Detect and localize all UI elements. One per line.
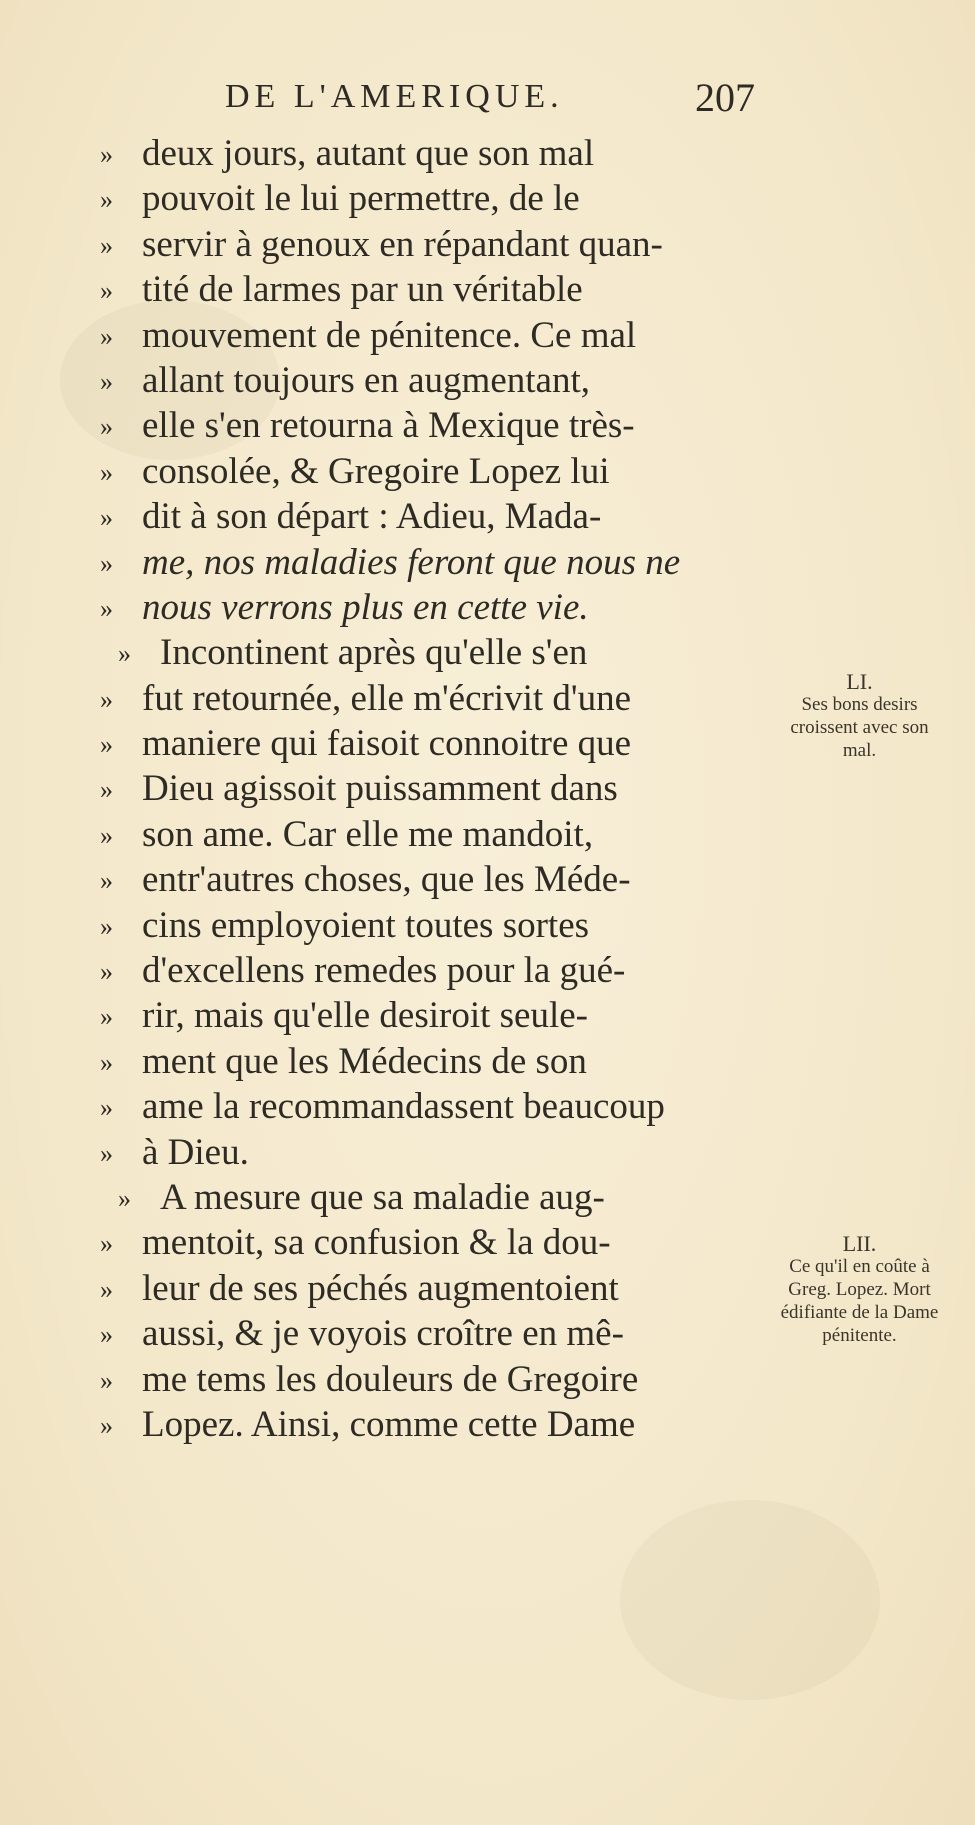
margin-note-number: LII. — [842, 1231, 877, 1256]
text-line — [100, 131, 760, 176]
text-line — [100, 1130, 760, 1175]
text-line — [100, 494, 760, 539]
quote-mark: » — [100, 1047, 113, 1077]
margin-note-number: LI. — [846, 669, 873, 694]
quote-mark: » — [100, 1229, 113, 1259]
text-line — [100, 176, 760, 221]
quote-mark: » — [100, 957, 113, 987]
line-text: allant toujours en augmentant, — [142, 359, 590, 401]
line-text: mouvement de pénitence. Ce mal — [142, 314, 637, 356]
quote-mark: » — [100, 1093, 113, 1123]
line-text: à Dieu. — [142, 1131, 249, 1173]
text-line — [100, 1311, 760, 1356]
quote-mark: » — [100, 321, 113, 351]
quote-mark: » — [118, 639, 131, 669]
text-line — [100, 1357, 760, 1402]
quote-mark: » — [100, 1365, 113, 1395]
line-text: tité de larmes par un véritable — [142, 269, 583, 311]
line-text: Incontinent après qu'elle s'en — [160, 632, 588, 674]
text-line — [100, 449, 760, 494]
text-line — [100, 1402, 760, 1447]
text-line — [100, 403, 760, 448]
line-text: Lopez. Ainsi, comme cette Dame — [142, 1403, 636, 1445]
margin-note-lii — [772, 1232, 947, 1347]
line-text: leur de ses péchés augmentoient — [142, 1267, 619, 1309]
line-text: deux jours, autant que son mal — [142, 133, 595, 174]
quote-mark: » — [100, 911, 113, 941]
main-text-block — [100, 131, 760, 1447]
text-line — [100, 540, 760, 585]
text-line — [100, 358, 760, 403]
quote-mark: » — [100, 1320, 113, 1350]
line-text: me, nos maladies feront que nous ne — [142, 541, 681, 583]
text-line — [100, 993, 760, 1038]
text-line — [100, 1220, 760, 1265]
line-text: mentoit, sa confusion & la dou- — [142, 1222, 611, 1264]
line-text: aussi, & je voyois croître en mê- — [142, 1313, 624, 1355]
quote-mark: » — [100, 503, 113, 533]
line-text: cins employoient toutes sortes — [142, 904, 590, 946]
text-line — [100, 585, 760, 630]
quote-mark: » — [100, 775, 113, 805]
quote-mark: » — [100, 684, 113, 714]
line-text: fut retournée, elle m'écrivit d'une — [142, 677, 631, 719]
text-line — [100, 721, 760, 766]
quote-mark: » — [100, 412, 113, 442]
line-text: nous verrons plus en cette vie. — [142, 586, 589, 628]
text-line — [100, 1084, 760, 1129]
quote-mark: » — [100, 593, 113, 623]
line-text: son ame. Car elle me mandoit, — [142, 813, 594, 855]
quote-mark: » — [100, 548, 113, 578]
quote-mark: » — [100, 730, 113, 760]
text-line — [100, 948, 760, 993]
text-line — [100, 676, 760, 721]
quote-mark: » — [100, 866, 113, 896]
text-line — [100, 766, 760, 811]
text-line — [100, 812, 760, 857]
text-line — [100, 857, 760, 902]
line-text: pouvoit le lui permettre, de le — [142, 178, 580, 220]
margin-note-text: Ses bons desirs croissent avec son mal. — [790, 694, 929, 761]
quote-mark: » — [100, 1274, 113, 1304]
quote-mark: » — [100, 1410, 113, 1440]
paper-stain — [620, 1500, 880, 1700]
quote-mark: » — [100, 366, 113, 396]
quote-mark: » — [100, 185, 113, 215]
line-text: consolée, & Gregoire Lopez lui — [142, 450, 610, 492]
quote-mark: » — [100, 457, 113, 487]
quote-mark: » — [118, 1183, 131, 1213]
margin-note-li — [772, 670, 947, 762]
quote-mark: » — [100, 1138, 113, 1168]
line-text: me tems les douleurs de Gregoire — [142, 1358, 639, 1400]
line-text: entr'autres choses, que les Méde- — [142, 859, 631, 901]
text-line — [100, 222, 760, 267]
page-header — [225, 70, 765, 120]
line-text: d'excellens remedes pour la gué- — [142, 950, 626, 992]
page-number: 207 — [695, 75, 755, 120]
text-line — [100, 267, 760, 312]
running-title: DE L'AMERIQUE. — [225, 78, 564, 115]
text-line — [100, 313, 760, 358]
line-text: A mesure que sa maladie aug- — [160, 1176, 605, 1218]
line-text: Dieu agissoit puissamment dans — [142, 768, 618, 810]
text-line — [100, 1039, 760, 1084]
quote-mark: » — [100, 820, 113, 850]
text-line — [100, 1175, 760, 1220]
quote-mark: » — [100, 230, 113, 260]
quote-mark: » — [100, 1002, 113, 1032]
line-text: ame la recommandassent beaucoup — [142, 1086, 665, 1128]
text-line — [100, 903, 760, 948]
line-text: dit à son départ : Adieu, Mada- — [142, 496, 602, 538]
quote-mark: » — [100, 140, 113, 169]
line-text: maniere qui faisoit connoitre que — [142, 723, 632, 765]
line-text: elle s'en retourna à Mexique très- — [142, 405, 635, 447]
text-line — [100, 1266, 760, 1311]
line-text: rir, mais qu'elle desiroit seule- — [142, 995, 588, 1037]
quote-mark: » — [100, 276, 113, 306]
text-line — [100, 630, 760, 675]
line-text: ment que les Médecins de son — [142, 1040, 587, 1082]
line-text: servir à genoux en répandant quan- — [142, 223, 663, 265]
margin-note-text: Ce qu'il en coûte à Greg. Lopez. Mort édifiante de la Dame pénitente. — [780, 1256, 939, 1346]
